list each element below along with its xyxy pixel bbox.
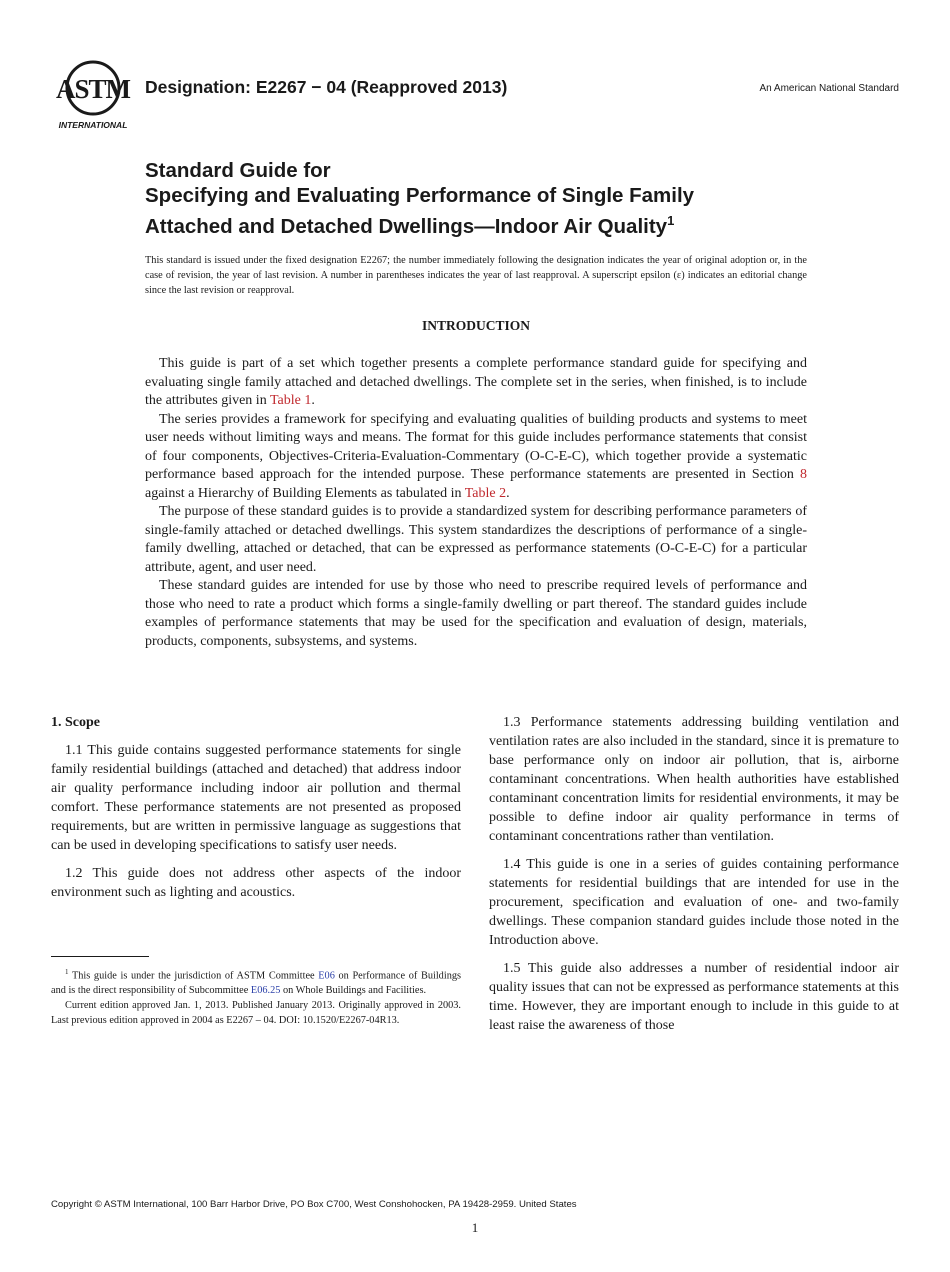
table-1-link[interactable]: Table 1 xyxy=(269,393,312,408)
introduction-body xyxy=(145,355,807,651)
astm-logo xyxy=(52,58,134,132)
right-column xyxy=(489,713,899,1044)
title-line-1: Standard Guide for xyxy=(145,159,331,182)
issue-notice: This standard is issued under the fixed designation E2267; the number immediately following the designation indicates the year of original adoption or, in the case of revision, the year of last revision. A number in parentheses indicates the year of last reapproval. A superscript epsilon (ε) indicates an editorial change since the last revision or reapproval. xyxy=(145,255,807,296)
table-2-link[interactable]: Table 2 xyxy=(464,485,507,501)
footnote-1: $^1$ This guide is under the jurisdiction of ASTM Committee E06 on Performance of Buildings and is the direct responsibility of Subcommittee E06.25 on Whole Buildings and Facilities. xyxy=(51,968,461,997)
section-1-3: 1.3 Performance statements addressing building ventilation and ventilation rates are also included in the standard, since it is premature to base performance only on indoor air pollution, that is, airborne contaminant concentrations. When health authorities have established contaminant concentration limits for residential environments, it may be possible to define indoor air quality performance in terms of contaminant concentrations rather than ventilation. xyxy=(489,715,899,844)
page-number: 1 xyxy=(471,1220,479,1235)
title-line-2: Specifying and Evaluating Performance of Single Family xyxy=(145,184,695,207)
footnote-edition: Current edition approved Jan. 1, 2013. Published January 2013. Originally approved in 2003. Last previous edition approved in 2004 as E2267 – 04. DOI: 10.1520/E2267-04R13. xyxy=(51,1000,461,1027)
copyright-notice: Copyright © ASTM International, 100 Barr Harbor Drive, PO Box C700, West Conshohocken, PA 19428-2959. United States xyxy=(51,1199,577,1210)
intro-paragraph: The series provides a framework for specifying and evaluating qualities of building products and systems to meet user needs without limiting ways and means. The format for this guide includes performance statements that consist of four components, Objectives-Criteria-Evaluation-Commentary (O-C-E-C), which together provide a systematic performance based approach for the intended purpose. These performance statements are presented in Section 8 against a Hierarchy of Building Elements as tabulated in Table 2. xyxy=(145,411,807,501)
intro-paragraph: These standard guides are intended for use by those who need to prescribe required levels of performance and those who need to rate a product which forms a single-family dwelling or part thereof. The standard guides include examples of performance statements that may be used for the specification and evaluation of design, materials, products, components, subsystems, and systems. xyxy=(145,578,807,649)
footnote-divider xyxy=(51,956,149,957)
logo-text: INTERNATIONAL xyxy=(58,120,128,130)
section-1-4: 1.4 This guide is one in a series of guides containing performance statements for residential buildings that are intended for use in the procurement, specification and evaluation of one- and two-family dwellings. These companion standard guides include those noted in the Introduction above. xyxy=(489,857,899,948)
title-line-3: Attached and Detached Dwellings—Indoor Air Quality$^1$ xyxy=(145,213,675,238)
intro-paragraph: This guide is part of a set which together presents a complete performance standard guide for specifying and evaluating single family attached and detached dwellings. The complete set in the series, when finished, is to include the attributes given in Table 1. xyxy=(145,356,807,408)
document-title xyxy=(145,158,825,239)
section-1-1: 1.1 This guide contains suggested performance statements for single family residential buildings (attached and detached) that address indoor air quality performance including indoor air pollution and thermal comfort. These performance statements are not presented as proposed requirements, but are written in permissive language as suggestions that can be used in developing specifications to satisfy user needs. xyxy=(51,743,461,853)
title-footnote-mark: 1 xyxy=(667,213,675,228)
intro-paragraph: The purpose of these standard guides is to provide a standardized system for describing performance parameters of single-family attached or detached dwellings. This system standardizes the descriptions of performance of a single-family dwelling, attached or detached, that can be expressed as performance statements (O-C-E-C) for a particular attribute, agent, and user need. xyxy=(145,504,807,575)
national-standard-label: An American National Standard xyxy=(759,83,899,94)
left-column xyxy=(51,713,461,911)
footnotes xyxy=(51,965,461,1028)
section-1-5: 1.5 This guide also addresses a number of residential indoor air quality issues that can not be expressed as performance statements at this time. However, they are important enough to include in this guide to at least raise the awareness of those xyxy=(489,961,899,1033)
scope-heading: 1. Scope xyxy=(51,715,100,730)
svg-text:ASTM: ASTM xyxy=(55,74,131,104)
subcommittee-e06-25-link[interactable]: E06.25 xyxy=(250,985,281,997)
section-1-2: 1.2 This guide does not address other aspects of the indoor environment such as lighting and acoustics. xyxy=(51,866,461,900)
committee-e06-link[interactable]: E06 xyxy=(318,970,335,982)
introduction-heading: INTRODUCTION xyxy=(421,318,530,333)
designation: Designation: E2267 − 04 (Reapproved 2013) xyxy=(145,77,508,97)
section-8-link[interactable]: 8 xyxy=(800,467,807,482)
